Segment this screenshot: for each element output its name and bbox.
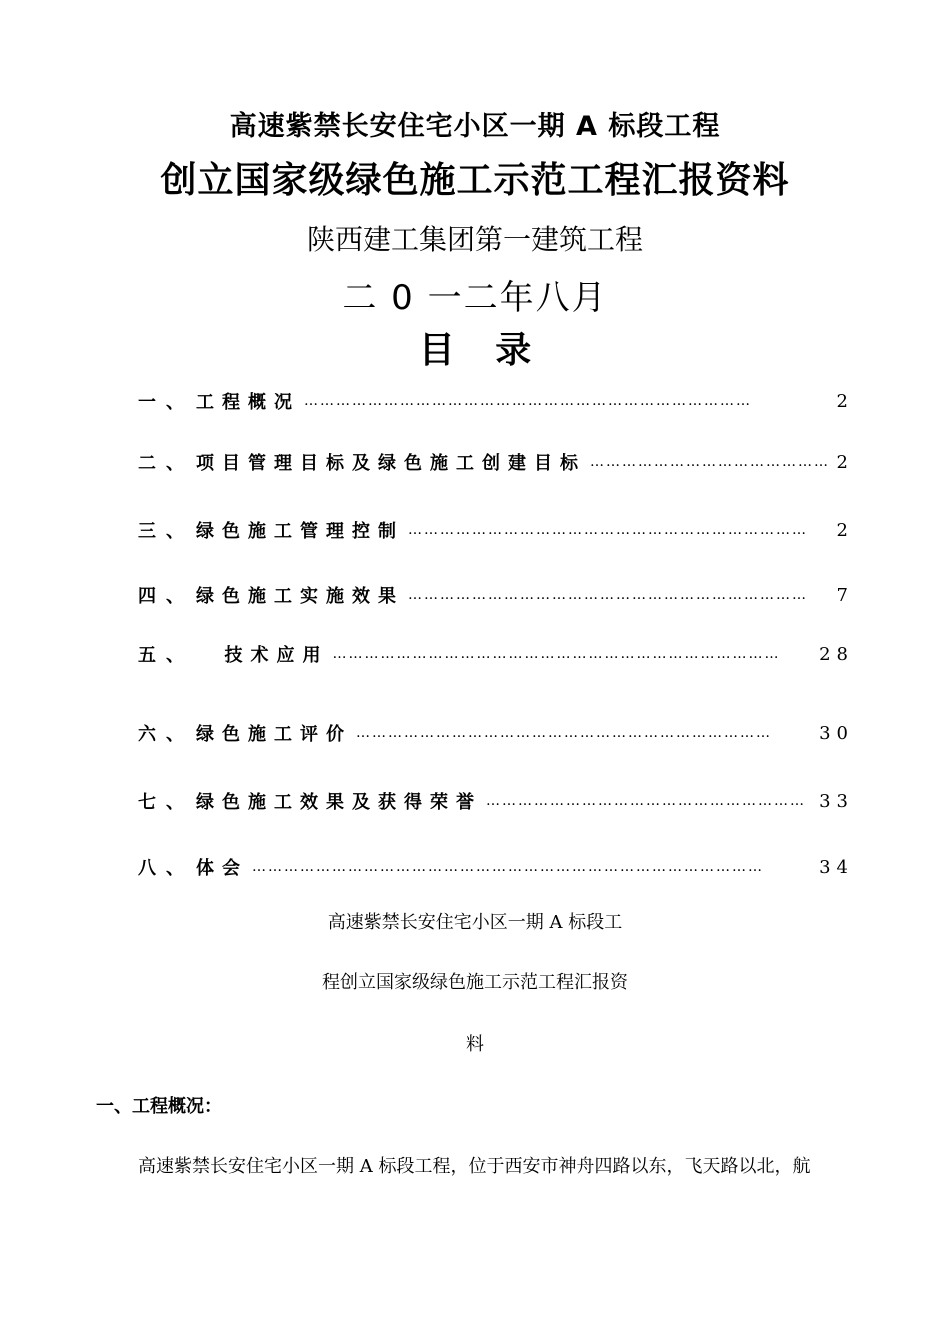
body-title-line-1: 高速紫禁长安住宅小区一期 A 标段工 <box>327 912 623 933</box>
toc-item[interactable] <box>138 718 854 748</box>
toc-item-leader: ………………………………………………………………………… <box>304 393 752 409</box>
toc-item-leader: ………………………………………………………………………… <box>332 646 781 662</box>
toc-item[interactable] <box>138 852 854 882</box>
toc-item-leader: …………………………………………………………………… <box>356 725 772 741</box>
toc-item-number: 七、 <box>138 792 194 813</box>
toc-item-leader: ……………………………………… <box>590 454 830 470</box>
toc-item-page: 30 <box>819 722 854 744</box>
toc-item-number: 六、 <box>138 724 194 745</box>
toc-item-page: 2 <box>836 451 854 473</box>
toc-item-number: 二、 <box>138 453 194 474</box>
company-name: 陕西建工集团第一建筑工程 <box>306 223 643 256</box>
section-paragraph: 高速紫禁长安住宅小区一期 A 标段工程，位于西安市神舟四路以东，飞天路以北，航 <box>138 1156 811 1177</box>
toc-item-number: 八、 <box>138 858 194 879</box>
toc-item[interactable] <box>138 447 854 477</box>
toc-item[interactable] <box>138 580 854 610</box>
toc-item-title: 绿色施工管理控制 <box>196 521 404 542</box>
toc-item[interactable] <box>138 786 854 816</box>
toc-item-title: 技术应用 <box>196 645 329 666</box>
toc-item-leader: ………………………………………………………………… <box>408 522 808 538</box>
toc-item-page: 2 <box>836 390 854 412</box>
toc-item[interactable] <box>138 639 854 669</box>
toc-item-page: 28 <box>819 643 854 665</box>
toc-item[interactable] <box>138 515 854 545</box>
toc-item[interactable] <box>138 386 854 416</box>
report-title: 创立国家级绿色施工示范工程汇报资料 <box>160 160 790 201</box>
toc-item-page: 7 <box>836 584 854 606</box>
body-title-line-2: 程创立国家级绿色施工示范工程汇报资 <box>322 972 628 993</box>
toc-item-leader: …………………………………………………………………………………… <box>252 859 764 875</box>
toc-item-leader: ………………………………………………………………… <box>408 587 808 603</box>
report-date: 二 0 一二年八月 <box>342 278 608 318</box>
toc-item-page: 34 <box>819 856 854 878</box>
project-title: 高速紫禁长安住宅小区一期 A 标段工程 <box>229 111 721 142</box>
toc-item-title: 工程概况 <box>196 392 300 413</box>
toc-item-page: 33 <box>819 790 854 812</box>
toc-item-page: 2 <box>836 519 854 541</box>
toc-item-number: 五、 <box>138 645 194 666</box>
body-title-line-3: 料 <box>466 1034 484 1055</box>
toc-item-number: 四、 <box>138 586 194 607</box>
toc-item-title: 绿色施工评价 <box>196 724 352 745</box>
toc-item-title: 项目管理目标及绿色施工创建目标 <box>196 453 586 474</box>
toc-item-title: 体会 <box>196 858 248 879</box>
section-heading: 一、工程概况： <box>96 1096 222 1117</box>
toc-item-leader: …………………………………………………… <box>486 793 806 809</box>
toc-item-number: 一、 <box>138 392 194 413</box>
toc-heading: 目 录 <box>418 330 546 371</box>
toc-item-title: 绿色施工实施效果 <box>196 586 404 607</box>
toc-item-title: 绿色施工效果及获得荣誉 <box>196 792 482 813</box>
toc-item-number: 三、 <box>138 521 194 542</box>
